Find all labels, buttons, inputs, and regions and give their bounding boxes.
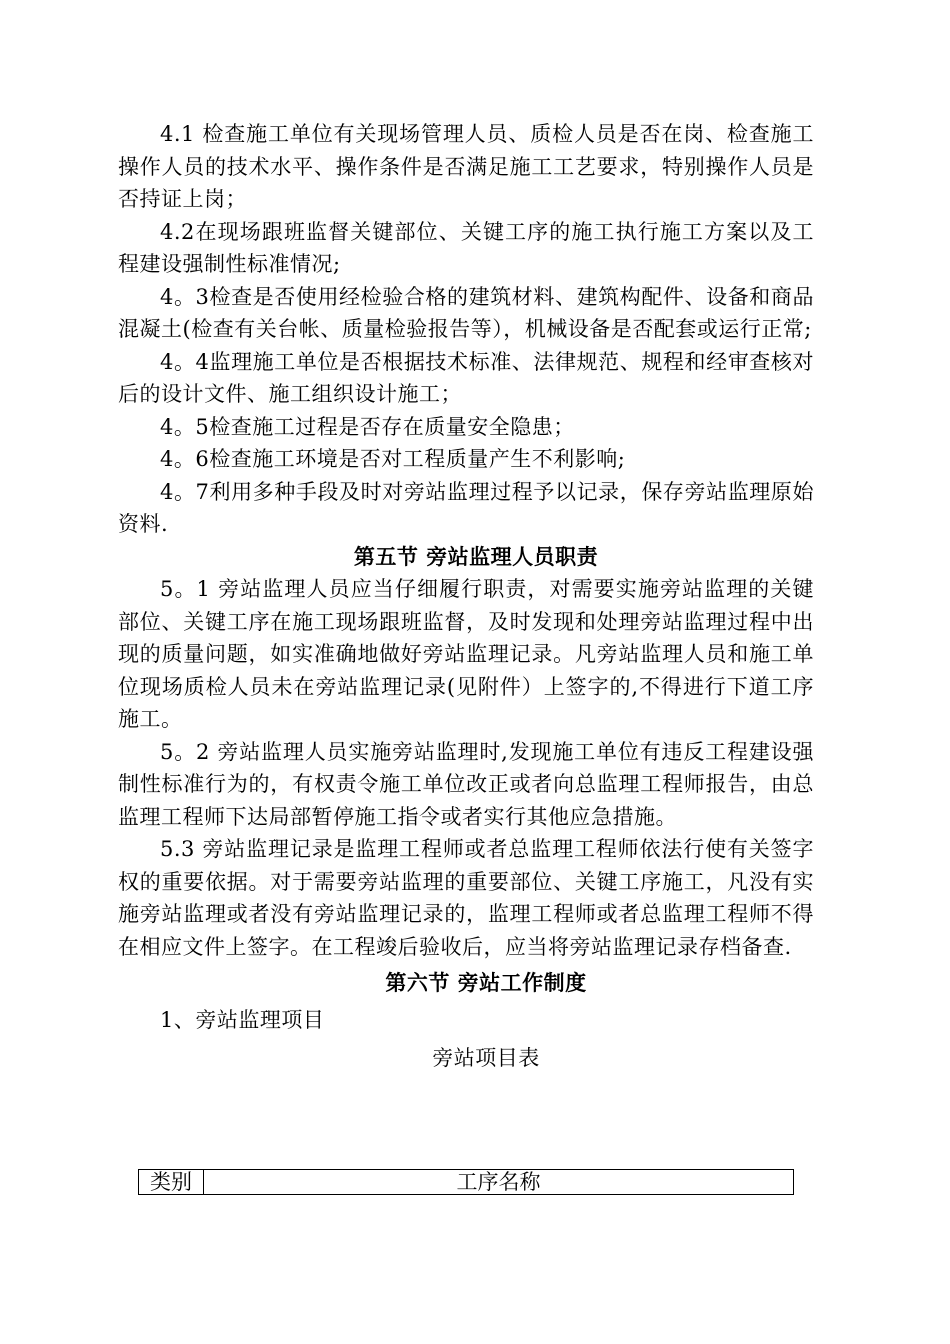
paragraph-4-1: 4.1 检查施工单位有关现场管理人员、质检人员是否在岗、检查施工操作人员的技术水平、操作条件是否满足施工工艺要求，特别操作人员是否持证上岗； <box>118 122 814 211</box>
paragraph-4-4: 4。4监理施工单位是否根据技术标准、法律规范、规程和经审查核对后的设计文件、施工组织设计施工； <box>118 349 814 406</box>
document-body <box>118 118 814 1074</box>
paragraph-4-5: 4。5检查施工过程是否存在质量安全隐患； <box>160 414 575 439</box>
paragraph-4-7: 4。7利用多种手段及时对旁站监理过程予以记录，保存旁站监理原始资料. <box>118 479 814 536</box>
column-header-category: 类别 <box>139 1170 204 1195</box>
project-table <box>138 1169 794 1195</box>
table-header-row <box>139 1170 794 1195</box>
paragraph-5-2: 5。2 旁站监理人员实施旁站监理时,发现施工单位有违反工程建设强制性标准行为的，有权责令施工单位改正或者向总监理工程师报告，由总监理工程师下达局部暂停施工指令或者实行其他应急措施。 <box>118 739 814 829</box>
item-1-label: 1、旁站监理项目 <box>160 1007 325 1032</box>
paragraph-5-3: 5.3 旁站监理记录是监理工程师或者总监理工程师依法行使有关签字权的重要依据。对于需要旁站监理的重要部位、关键工序施工，凡没有实施旁站监理或者没有旁站监理记录的，监理工程师或者总监理工程师不得在相应文件上签字。在工程竣后验收后，应当将旁站监理记录存档备查. <box>118 837 814 959</box>
table-caption: 旁站项目表 <box>432 1046 540 1070</box>
paragraph-5-1: 5。1 旁站监理人员应当仔细履行职责，对需要实施旁站监理的关键部位、关键工序在施工现场跟班监督，及时发现和处理旁站监理过程中出现的质量问题，如实准确地做好旁站监理记录。凡旁站监理人员和施工单位现场质检人员未在旁站监理记录(见附件）上签字的,不得进行下道工序施工。 <box>118 577 814 731</box>
paragraph-4-6: 4。6检查施工环境是否对工程质量产生不利影响; <box>160 447 626 471</box>
section-6-heading: 第六节 旁站工作制度 <box>385 970 587 995</box>
paragraph-4-3: 4。3检查是否使用经检验合格的建筑材料、建筑构配件、设备和商品混凝土(检查有关台帐、质量检验报告等），机械设备是否配套或运行正常; <box>118 284 814 341</box>
section-5-heading: 第五节 旁站监理人员职责 <box>353 543 599 569</box>
paragraph-4-2: 4.2在现场跟班监督关键部位、关键工序的施工执行施工方案以及工程建设强制性标准情况; <box>118 219 814 276</box>
column-header-process-name: 工序名称 <box>204 1170 794 1195</box>
